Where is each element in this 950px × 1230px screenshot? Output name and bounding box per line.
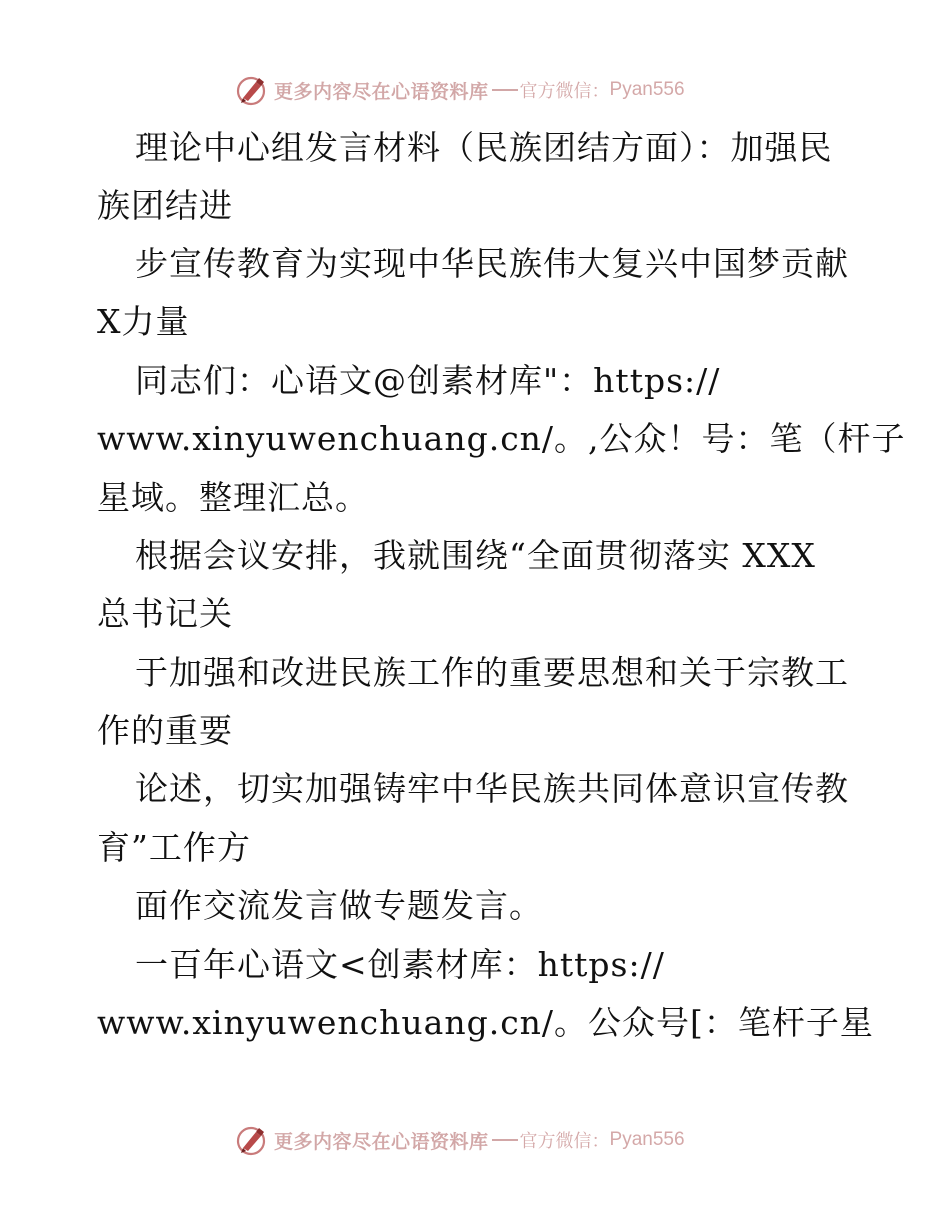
watermark-text: 更多内容尽在心语资料库 (274, 80, 489, 103)
body-line-12: 论述，切实加强铸牢中华民族共同体意识宣传教 (135, 769, 849, 808)
body-line-9: 总书记关 (97, 594, 233, 633)
wechat-id: Pyan556 (609, 79, 685, 100)
body-line-13: 育”工作方 (97, 828, 251, 867)
watermark-dash (492, 1139, 518, 1141)
watermark-dash (492, 89, 518, 91)
pen-logo-icon (234, 73, 268, 107)
header-watermark (0, 72, 950, 108)
watermark-text: 更多内容尽在心语资料库 (274, 1130, 489, 1153)
body-line-16: www.xinyuwenchuang.cn/。公众号[：笔杆子星 (97, 1003, 874, 1042)
body-line-7: 星域。整理汇总。 (97, 478, 369, 517)
pen-logo-icon (234, 1123, 268, 1157)
body-line-5: 同志们：心语文@创素材库"：https:// (135, 361, 721, 400)
body-line-3: 步宣传教育为实现中华民族伟大复兴中国梦贡献 (135, 244, 849, 283)
body-line-11: 作的重要 (97, 711, 233, 750)
body-line-1: 理论中心组发言材料（民族团结方面）：加强民 (135, 128, 833, 167)
wechat-label: 官方微信： (519, 1131, 610, 1152)
body-line-15: 一百年心语文<创素材库：https:// (135, 945, 665, 984)
body-line-10: 于加强和改进民族工作的重要思想和关于宗教工 (135, 653, 849, 692)
wechat-id: Pyan556 (609, 1129, 685, 1150)
body-line-6: www.xinyuwenchuang.cn/。,公众！号：笔（杆子 (97, 419, 906, 458)
wechat-label: 官方微信： (519, 81, 610, 102)
footer-watermark (0, 1122, 950, 1158)
body-line-2: 族团结进 (97, 186, 233, 225)
body-line-8: 根据会议安排，我就围绕“全面贯彻落实 XXX (135, 536, 816, 575)
body-line-14: 面作交流发言做专题发言。 (135, 886, 543, 925)
body-line-4: X力量 (97, 302, 190, 341)
